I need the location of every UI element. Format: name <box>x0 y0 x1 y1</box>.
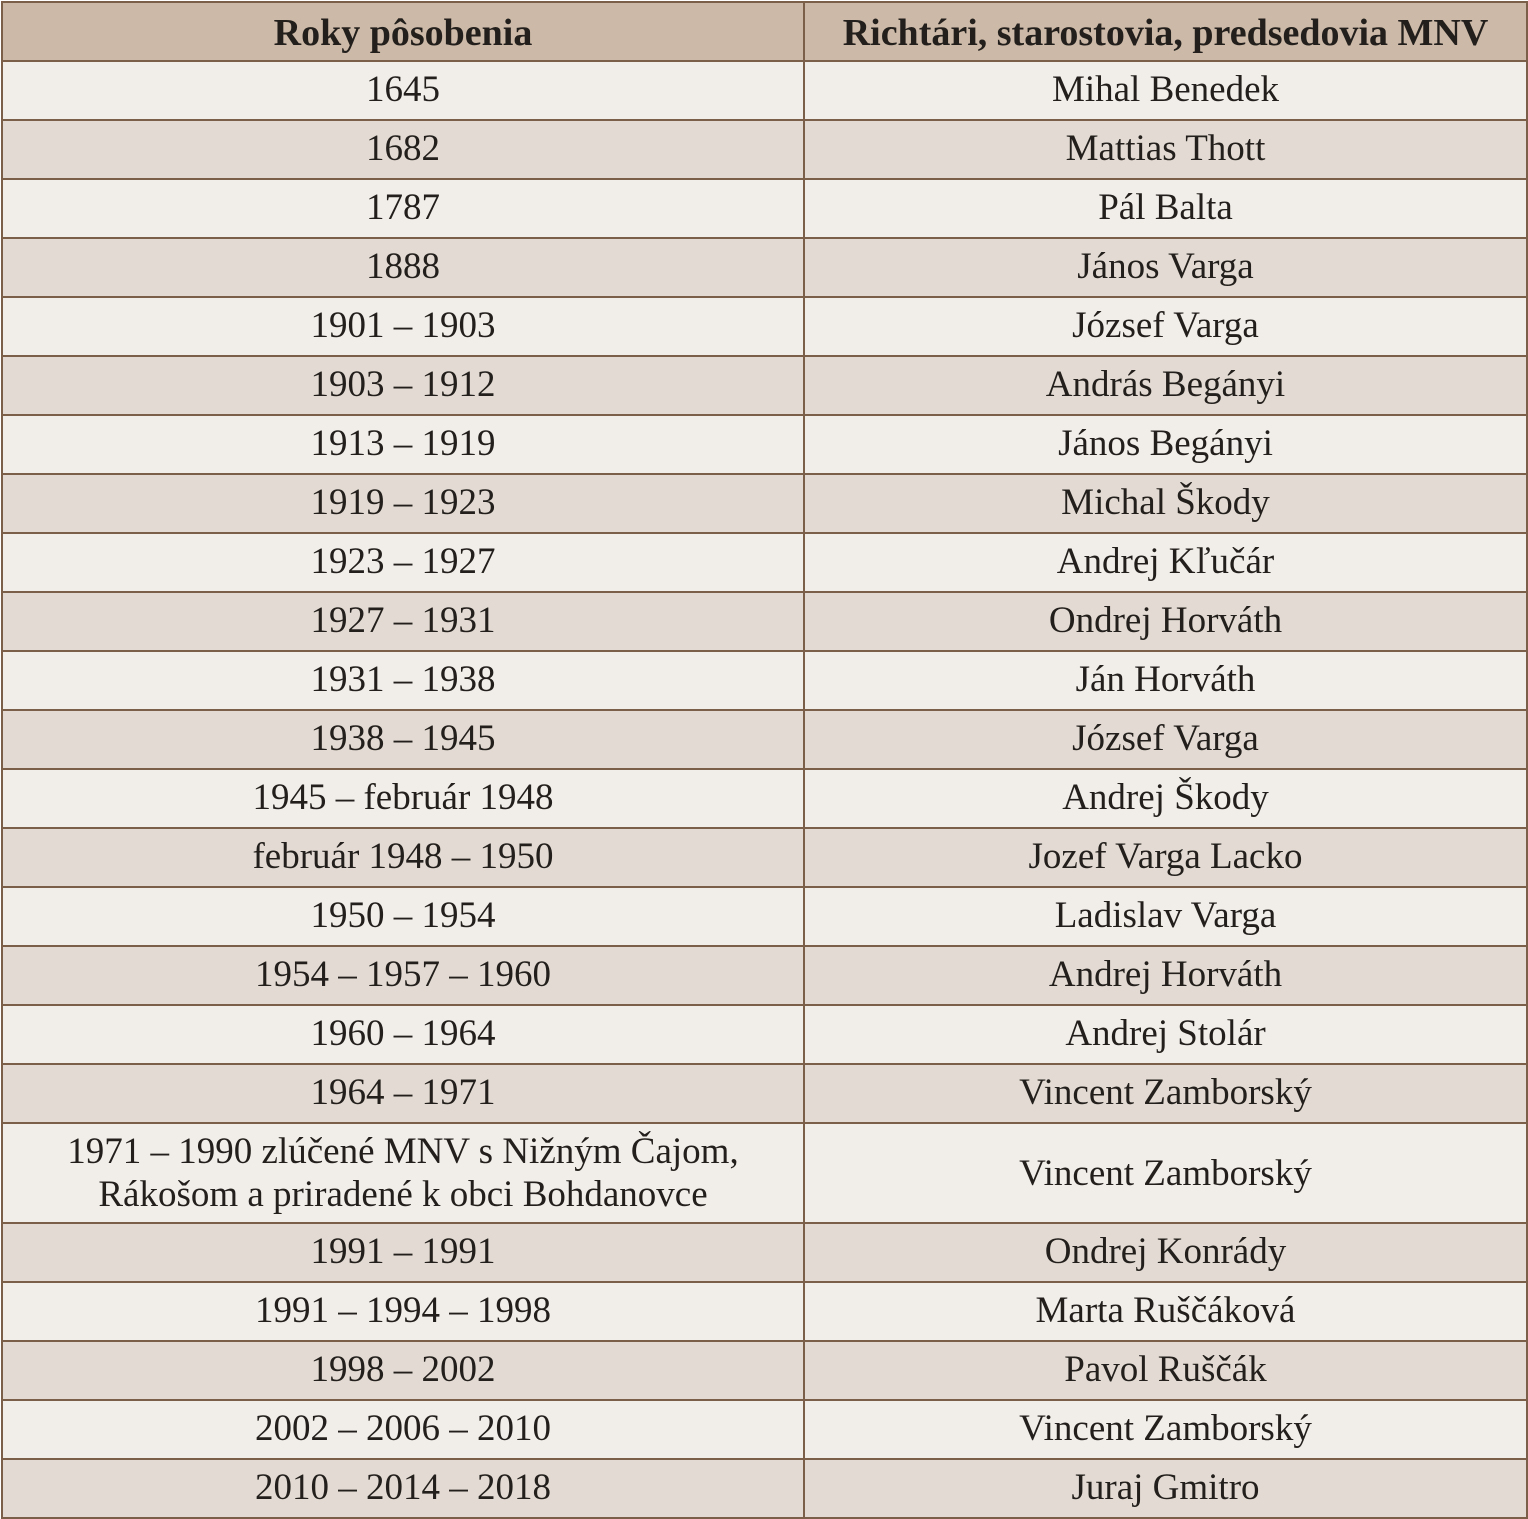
table-row <box>2 474 1527 533</box>
official-name-cell: József Varga <box>804 710 1527 769</box>
table-row <box>2 651 1527 710</box>
column-header-years: Roky pôsobenia <box>2 2 804 61</box>
years-cell: 1945 – február 1948 <box>2 769 804 828</box>
official-name-cell: Andrej Škody <box>804 769 1527 828</box>
official-name-cell: Mihal Benedek <box>804 61 1527 120</box>
column-header-officials: Richtári, starostovia, predsedovia MNV <box>804 2 1527 61</box>
years-cell <box>2 1123 804 1223</box>
mayors-table <box>1 1 1528 1519</box>
years-cell: 1998 – 2002 <box>2 1341 804 1400</box>
table-row <box>2 356 1527 415</box>
table-row <box>2 946 1527 1005</box>
official-name-cell: Andrej Kľučár <box>804 533 1527 592</box>
official-name-cell: Ladislav Varga <box>804 887 1527 946</box>
years-cell: február 1948 – 1950 <box>2 828 804 887</box>
years-cell: 2010 – 2014 – 2018 <box>2 1459 804 1518</box>
official-name-cell: János Varga <box>804 238 1527 297</box>
table-row <box>2 238 1527 297</box>
years-cell: 1919 – 1923 <box>2 474 804 533</box>
years-cell: 1931 – 1938 <box>2 651 804 710</box>
official-name-cell: Marta Ruščáková <box>804 1282 1527 1341</box>
official-name-cell: Michal Škody <box>804 474 1527 533</box>
table-row <box>2 592 1527 651</box>
table-row <box>2 828 1527 887</box>
official-name-cell: Pál Balta <box>804 179 1527 238</box>
official-name-cell: Ondrej Horváth <box>804 592 1527 651</box>
official-name-cell: András Begányi <box>804 356 1527 415</box>
years-cell: 1964 – 1971 <box>2 1064 804 1123</box>
years-line-1: 1971 – 1990 zlúčené MNV s Nižným Čajom, <box>67 1131 739 1172</box>
official-name-cell: Jozef Varga Lacko <box>804 828 1527 887</box>
official-name-cell: Ondrej Konrády <box>804 1223 1527 1282</box>
years-cell: 1927 – 1931 <box>2 592 804 651</box>
years-cell: 1913 – 1919 <box>2 415 804 474</box>
official-name-cell: Vincent Zamborský <box>804 1123 1527 1223</box>
official-name-cell: Andrej Horváth <box>804 946 1527 1005</box>
years-cell: 1991 – 1994 – 1998 <box>2 1282 804 1341</box>
official-name-cell: Mattias Thott <box>804 120 1527 179</box>
official-name-cell: Vincent Zamborský <box>804 1064 1527 1123</box>
table-row <box>2 1459 1527 1518</box>
table-row <box>2 1005 1527 1064</box>
table-row <box>2 1282 1527 1341</box>
years-cell: 1682 <box>2 120 804 179</box>
years-cell: 1954 – 1957 – 1960 <box>2 946 804 1005</box>
years-cell: 1903 – 1912 <box>2 356 804 415</box>
table-header-row <box>2 2 1527 61</box>
table-row <box>2 710 1527 769</box>
table-row <box>2 61 1527 120</box>
official-name-cell: Andrej Stolár <box>804 1005 1527 1064</box>
official-name-cell: Pavol Ruščák <box>804 1341 1527 1400</box>
years-cell: 1645 <box>2 61 804 120</box>
years-cell: 1960 – 1964 <box>2 1005 804 1064</box>
official-name-cell: Juraj Gmitro <box>804 1459 1527 1518</box>
table-row <box>2 297 1527 356</box>
years-cell: 2002 – 2006 – 2010 <box>2 1400 804 1459</box>
official-name-cell: János Begányi <box>804 415 1527 474</box>
years-cell: 1938 – 1945 <box>2 710 804 769</box>
official-name-cell: Vincent Zamborský <box>804 1400 1527 1459</box>
table-row <box>2 415 1527 474</box>
table-row <box>2 120 1527 179</box>
table-row <box>2 1064 1527 1123</box>
years-cell: 1888 <box>2 238 804 297</box>
years-cell: 1950 – 1954 <box>2 887 804 946</box>
table-row <box>2 1223 1527 1282</box>
table-row <box>2 1400 1527 1459</box>
official-name-cell: Ján Horváth <box>804 651 1527 710</box>
official-name-cell: József Varga <box>804 297 1527 356</box>
table-row <box>2 887 1527 946</box>
table-row <box>2 769 1527 828</box>
years-cell: 1901 – 1903 <box>2 297 804 356</box>
years-cell: 1923 – 1927 <box>2 533 804 592</box>
table-row <box>2 533 1527 592</box>
years-cell: 1991 – 1991 <box>2 1223 804 1282</box>
table-row <box>2 1341 1527 1400</box>
years-line-2: Rákošom a priradené k obci Bohdanovce <box>98 1174 708 1215</box>
table-row <box>2 1123 1527 1223</box>
table-row <box>2 179 1527 238</box>
years-cell: 1787 <box>2 179 804 238</box>
